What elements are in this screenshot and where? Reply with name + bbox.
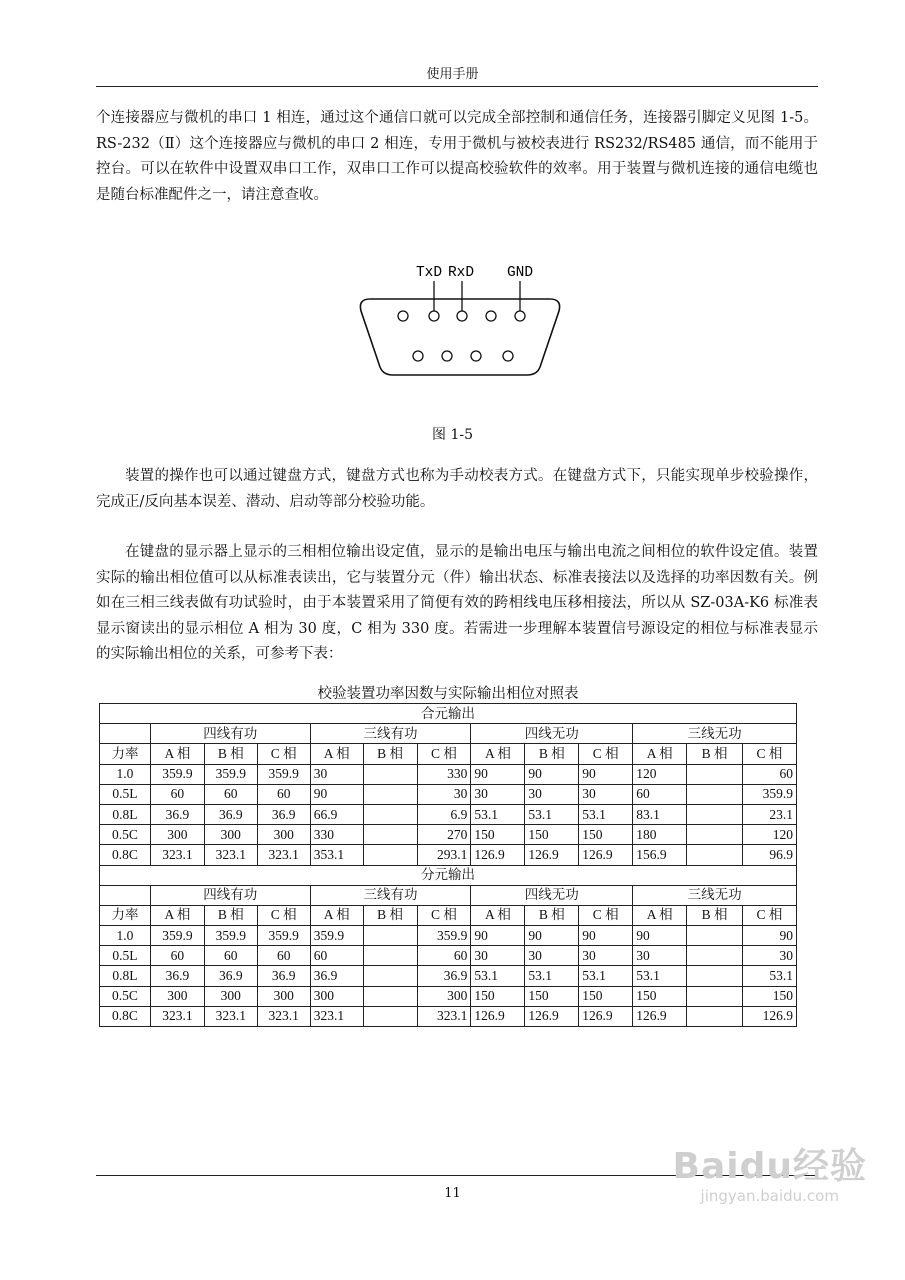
power-factor-cell: 0.8C [100,1006,151,1026]
phase-value-cell: 66.9 [310,804,363,824]
phase-value-cell: 90 [471,926,525,946]
phase-value-cell: 90 [743,926,797,946]
table-row [100,804,797,824]
table-caption: 校验装置功率因数与实际输出相位对照表 [317,686,579,702]
phase-value-cell: 300 [204,825,257,845]
group-header: 三线无功 [633,885,797,905]
connector-outline [360,299,559,375]
phase-value-cell: 30 [579,946,633,966]
paragraph-1-text: 个连接器应与微机的串口 1 相连，通过这个通信口就可以完成全部控制和通信任务，连接器引脚定义见图 1-5。RS-232（Ⅱ）这个连接器应与微机的串口 2 相连，专用于微机与被校表进行 RS232/RS485 通信，而不能用于控台。可以在软件中设置双串口工作，双串口工作可以提高校验软件的效率。用于装置与微机连接的通信电缆也是随台标准配件之一，请注意查收。 [96,110,818,203]
phase-value-cell: 60 [743,764,797,784]
pin-6 [413,351,423,361]
phase-value-cell: 150 [743,986,797,1006]
phase-value-cell [363,804,417,824]
watermark-logo: Baidu经验 [672,1146,867,1187]
phase-header: B 相 [687,905,743,925]
section-title: 合元输出 [100,704,797,724]
phase-value-cell: 53.1 [579,966,633,986]
phase-value-cell: 359.9 [743,784,797,804]
phase-header: A 相 [150,744,204,764]
watermark-url: jingyan.baidu.com [700,1187,839,1205]
table-row [100,966,797,986]
phase-value-cell: 60 [310,946,363,966]
pin-1 [398,311,408,321]
phase-value-cell [687,1006,743,1026]
phase-value-cell: 60 [257,946,310,966]
phase-value-cell: 126.9 [471,1006,525,1026]
phase-value-cell [687,784,743,804]
table-section-split [100,865,797,1027]
phase-header: C 相 [579,905,633,925]
phase-header: B 相 [525,905,579,925]
phase-value-cell: 60 [204,946,257,966]
phase-value-cell: 323.1 [310,1006,363,1026]
phase-value-cell [687,764,743,784]
phase-header: A 相 [310,905,363,925]
phase-header: C 相 [743,905,797,925]
phase-value-cell: 353.1 [310,845,363,865]
paragraph-keyboard-mode [96,464,818,515]
group-header: 三线有功 [310,724,471,744]
phase-value-cell: 323.1 [204,845,257,865]
page-number: 11 [444,1186,461,1201]
phase-value-cell: 323.1 [204,1006,257,1026]
phase-value-cell: 53.1 [579,804,633,824]
phase-value-cell: 60 [150,784,204,804]
phase-value-cell: 359.9 [257,764,310,784]
phase-header: C 相 [417,905,471,925]
power-factor-cell: 0.5L [100,946,151,966]
phase-header: C 相 [417,744,471,764]
phase-header: B 相 [204,905,257,925]
paragraph-3-text: 在键盘的显示器上显示的三相相位输出设定值，显示的是输出电压与输出电流之间相位的软件设定值。装置实际的输出相位值可以从标准表读出，它与装置分元（件）输出状态、标准表接法以及选择的功率因数有关。例如在三相三线表做有功试验时，由于本装置采用了简便有效的跨相线电压移相接法，所以从 SZ-03A-K6 标准表显示窗读出的显示相位 A 相为 30 度，C 相为 330 度。若需进一步理解本装置信号源设定的相位与标准表显示的实际输出相位的关系，可参考下表： [96,544,818,662]
phase-value-cell: 36.9 [310,966,363,986]
phase-value-cell: 359.9 [417,926,471,946]
power-factor-cell: 0.8L [100,804,151,824]
power-factor-cell: 1.0 [100,764,151,784]
db9-connector-figure [350,255,570,385]
phase-value-cell: 323.1 [150,1006,204,1026]
phase-value-cell: 126.9 [743,1006,797,1026]
phase-value-cell: 30 [525,946,579,966]
table-row [100,764,797,784]
phase-value-cell: 330 [417,764,471,784]
phase-value-cell: 330 [310,825,363,845]
power-factor-header: 力率 [100,905,151,925]
group-header-row [100,724,797,744]
section-title: 分元输出 [100,865,797,885]
phase-value-cell: 53.1 [471,966,525,986]
phase-value-cell: 150 [525,986,579,1006]
phase-value-cell: 30 [310,764,363,784]
pin-label-txd: TxD [415,265,443,281]
phase-value-cell: 36.9 [204,966,257,986]
phase-header: B 相 [204,744,257,764]
running-header: 使用手册 [426,67,479,82]
phase-value-cell [363,845,417,865]
phase-value-cell: 126.9 [471,845,525,865]
phase-value-cell: 23.1 [743,804,797,824]
phase-value-cell [363,946,417,966]
phase-value-cell [687,845,743,865]
phase-value-cell: 90 [525,764,579,784]
phase-value-cell: 83.1 [633,804,687,824]
phase-value-cell: 323.1 [417,1006,471,1026]
table-row [100,825,797,845]
phase-header: A 相 [150,905,204,925]
pin-3 [457,311,467,321]
table-row [100,926,797,946]
phase-value-cell: 60 [150,946,204,966]
phase-value-cell [687,946,743,966]
phase-header: A 相 [471,905,525,925]
pin-4 [486,311,496,321]
phase-value-cell: 30 [525,784,579,804]
section-title-row [100,704,797,724]
phase-value-cell: 150 [579,986,633,1006]
section-title-row [100,865,797,885]
phase-value-cell: 90 [633,926,687,946]
phase-value-cell: 90 [471,764,525,784]
phase-value-cell [363,764,417,784]
phase-value-cell: 53.1 [633,966,687,986]
phase-value-cell: 156.9 [633,845,687,865]
phase-header: B 相 [363,905,417,925]
phase-value-cell [363,926,417,946]
power-factor-cell: 0.5L [100,784,151,804]
table-row [100,946,797,966]
phase-value-cell: 300 [257,986,310,1006]
phase-value-cell: 53.1 [525,966,579,986]
phase-value-cell: 30 [471,946,525,966]
phase-header: C 相 [257,744,310,764]
phase-value-cell: 30 [633,946,687,966]
phase-value-cell: 126.9 [579,1006,633,1026]
group-header: 四线无功 [471,885,633,905]
phase-value-cell: 126.9 [525,1006,579,1026]
phase-value-cell: 300 [150,986,204,1006]
phase-value-cell: 90 [579,926,633,946]
phase-header: C 相 [743,744,797,764]
phase-header: A 相 [633,905,687,925]
power-factor-header: 力率 [100,744,151,764]
phase-value-cell: 180 [633,825,687,845]
phase-value-cell: 359.9 [257,926,310,946]
phase-value-cell: 6.9 [417,804,471,824]
phase-value-cell: 300 [417,986,471,1006]
phase-value-cell: 60 [204,784,257,804]
phase-value-cell: 90 [525,926,579,946]
figure-caption: 图 1-5 [432,427,473,443]
phase-value-cell: 96.9 [743,845,797,865]
table-row [100,1006,797,1026]
phase-value-cell: 120 [743,825,797,845]
phase-value-cell: 323.1 [150,845,204,865]
phase-header: A 相 [310,744,363,764]
power-factor-cell: 1.0 [100,926,151,946]
paragraph-phase-display [96,540,818,668]
group-header: 四线无功 [471,724,633,744]
table-row [100,986,797,1006]
phase-value-cell [687,926,743,946]
phase-value-cell: 126.9 [633,1006,687,1026]
phase-header-row [100,744,797,764]
phase-value-cell [687,825,743,845]
pin-2 [429,311,439,321]
phase-value-cell: 53.1 [525,804,579,824]
table-row [100,784,797,804]
pin-label-gnd: GND [506,265,534,281]
phase-value-cell: 90 [579,764,633,784]
phase-value-cell [363,966,417,986]
phase-value-cell [363,784,417,804]
power-factor-phase-table [99,703,797,1027]
power-factor-cell: 0.8C [100,845,151,865]
phase-value-cell: 30 [743,946,797,966]
phase-value-cell: 30 [417,784,471,804]
phase-value-cell: 90 [310,784,363,804]
phase-value-cell: 126.9 [525,845,579,865]
phase-value-cell [687,966,743,986]
phase-value-cell: 36.9 [150,804,204,824]
baidu-jingyan-watermark [673,1138,867,1205]
table-row [100,845,797,865]
phase-value-cell: 60 [417,946,471,966]
phase-value-cell: 36.9 [257,804,310,824]
phase-header: B 相 [363,744,417,764]
header-rule [96,86,818,87]
phase-value-cell [687,986,743,1006]
phase-value-cell: 60 [257,784,310,804]
phase-value-cell: 293.1 [417,845,471,865]
phase-header: C 相 [579,744,633,764]
phase-value-cell: 150 [633,986,687,1006]
phase-value-cell: 150 [579,825,633,845]
header-blank-cell [100,885,151,905]
phase-header: A 相 [633,744,687,764]
phase-header: A 相 [471,744,525,764]
phase-value-cell: 359.9 [204,764,257,784]
header-blank-cell [100,724,151,744]
phase-value-cell: 36.9 [150,966,204,986]
phase-value-cell: 36.9 [204,804,257,824]
phase-value-cell: 359.9 [150,926,204,946]
phase-header: B 相 [687,744,743,764]
phase-header: C 相 [257,905,310,925]
phase-value-cell: 60 [633,784,687,804]
group-header: 四线有功 [150,724,310,744]
pin-label-rxd: RxD [447,265,475,281]
phase-value-cell: 36.9 [257,966,310,986]
phase-value-cell: 126.9 [579,845,633,865]
group-header: 三线有功 [310,885,471,905]
group-header: 三线无功 [633,724,797,744]
phase-value-cell: 53.1 [743,966,797,986]
phase-value-cell: 53.1 [471,804,525,824]
phase-value-cell: 359.9 [150,764,204,784]
phase-header-row [100,905,797,925]
group-header-row [100,885,797,905]
phase-value-cell: 359.9 [310,926,363,946]
phase-value-cell: 300 [257,825,310,845]
phase-value-cell: 359.9 [204,926,257,946]
phase-value-cell: 300 [204,986,257,1006]
pin-8 [471,351,481,361]
pin-5 [515,311,525,321]
pin-9 [503,351,513,361]
phase-value-cell: 300 [150,825,204,845]
phase-value-cell: 150 [471,986,525,1006]
pin-7 [442,351,452,361]
phase-value-cell: 300 [310,986,363,1006]
power-factor-cell: 0.5C [100,986,151,1006]
paragraph-2-text: 装置的操作也可以通过键盘方式，键盘方式也称为手动校表方式。在键盘方式下，只能实现单步校验操作，完成正/反向基本误差、潜动、启动等部分校验功能。 [96,468,818,510]
phase-header: B 相 [525,744,579,764]
phase-value-cell: 150 [471,825,525,845]
phase-value-cell: 30 [471,784,525,804]
phase-value-cell [363,986,417,1006]
phase-value-cell: 323.1 [257,1006,310,1026]
group-header: 四线有功 [150,885,310,905]
paragraph-serial-ports [96,106,818,208]
phase-value-cell: 120 [633,764,687,784]
phase-value-cell [363,825,417,845]
phase-value-cell: 323.1 [257,845,310,865]
power-factor-cell: 0.8L [100,966,151,986]
phase-value-cell: 150 [525,825,579,845]
phase-value-cell [687,804,743,824]
phase-value-cell: 36.9 [417,966,471,986]
phase-value-cell [363,1006,417,1026]
phase-value-cell: 30 [579,784,633,804]
power-factor-cell: 0.5C [100,825,151,845]
phase-value-cell: 270 [417,825,471,845]
table-section-combined [100,704,797,866]
